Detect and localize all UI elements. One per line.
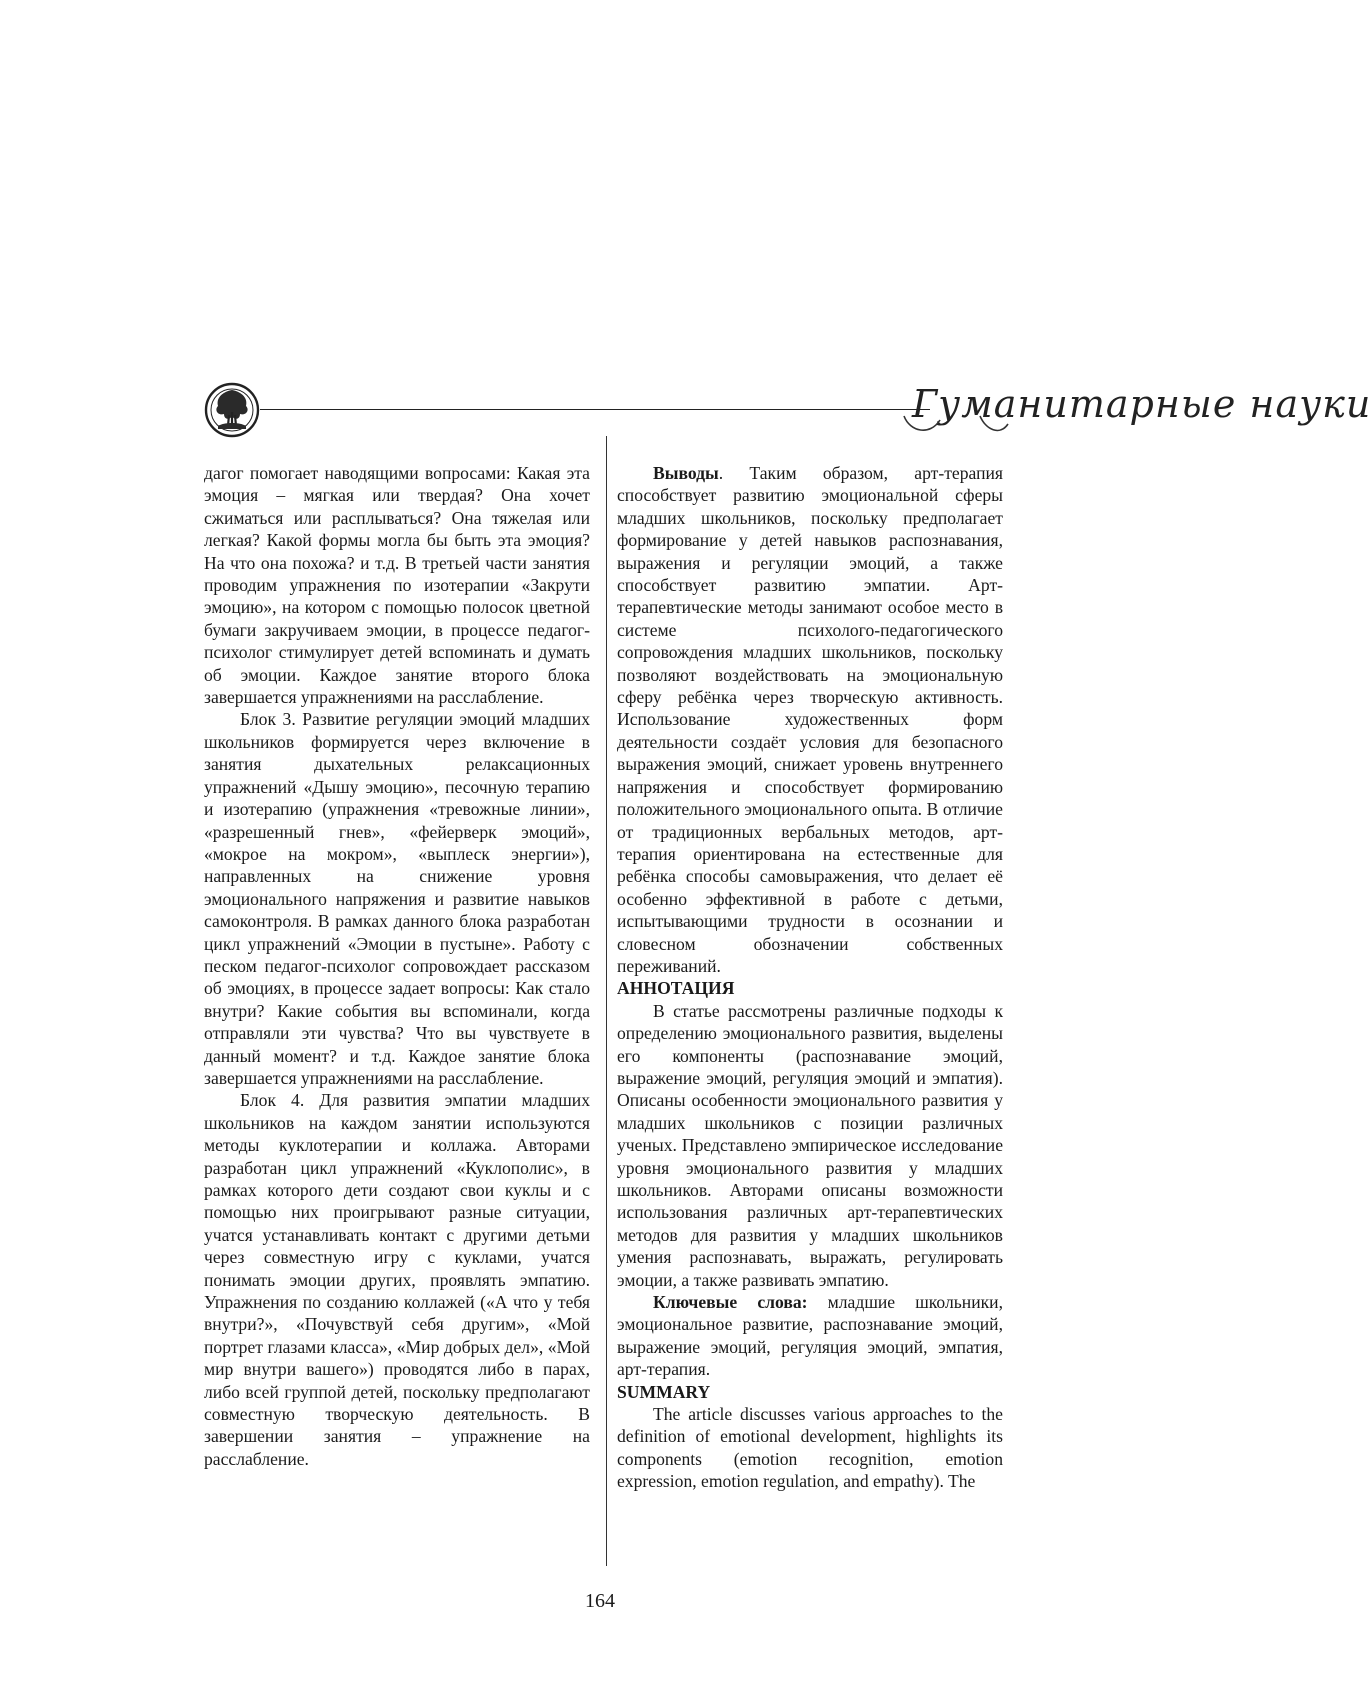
annotation-heading: АННОТАЦИЯ [617,978,735,999]
keywords-label: Ключевые слова: [653,1292,808,1313]
conclusions-label: Выводы [653,463,719,483]
conclusions-paragraph [617,462,1003,977]
summary-heading: SUMMARY [617,1381,711,1402]
keywords-paragraph [617,1291,1003,1381]
header-rule [260,409,930,410]
title-swash-decoration [900,410,1012,440]
keywords-text: младшие школьники, эмоциональное развитие, распознавание эмоций, выражение эмоций, регуляция эмоций, эмпатия, арт-терапия. [617,1292,1003,1380]
paragraph-block2-end: дагог помогает наводящими вопросами: Какая эта эмоция – мягкая или твердая? Она хочет сжиматься или расплываться? Она тяжелая или легкая? Какой формы могла бы быть эта эмоция? На что она похожа? и т.д. В третьей части занятия проводим упражнения по изотерапии «Закрути эмоцию», на котором с помощью полосок цветной бумаги закручиваем эмоции, в процессе педагог-психолог стимулирует детей вспоминать и думать об эмоции. Каждое занятие второго блока завершается упражнениями на расслабление. [204,463,590,708]
annotation-text: В статье рассмотрены различные подходы к определению эмоционального развития, выделены его компоненты (распознавание эмоций, выражение эмоций, регуляция эмоций и эмпатия). Описаны особенности эмоционального развития у младших школьников с позиции различных ученых. Представлено эмпирическое исследование уровня эмоционального развития у младших школьников. Авторами описаны возможности использования различных арт-терапевтических методов для развития у младших школьников умения распознавать, выражать, регулировать эмоции, а также развивать эмпатию. [617,1000,1003,1290]
paragraph-block4: Блок 4. Для развития эмпатии младших школьников на каждом занятии используются методы куклотерапии и коллажа. Авторами разработан цикл упражнений «Куклополис», в рамках которого дети создают свои куклы и с помощью них проигрывают разные ситуации, учатся устанавливать контакт с другими детьми через совместную игру с куклами, учатся понимать эмоции других, проявлять эмпатию. Упражнения по созданию коллажей («А что у тебя внутри?», «Почувствуй себя другим», «Мой портрет глазами класса», «Мир добрых дел», «Мой мир внутри вашего») проводятся либо в парах, либо всей группой детей, поскольку предполагают совместную творческую деятельность. В завершении занятия – упражнение на расслабление. [204,1090,590,1469]
summary-text: The article discusses various approaches to the definition of emotional development, highlights its components (emotion recognition, emotion expression, emotion regulation, and empathy). The [617,1404,1003,1492]
running-header [200,378,1371,448]
paragraph-block3: Блок 3. Развитие регуляции эмоций младших школьников формируется через включение в занятия дыхательных релаксационных упражнений «Дышу эмоцию», песочную терапию и изотерапию (упражнения «тревожные линии», «разрешенный гнев», «фейерверк эмоций», «мокрое на мокром», «выплеск энергии»), направленных на снижение уровня эмоционального напряжения и развитие навыков самоконтроля. В рамках данного блока разработан цикл упражнений «Эмоции в пустыне». Работу с песком педагог-психолог сопровождает рассказом об эмоциях, в процессе задает вопросы: Как стало внутри? Какие события вы вспоминали, когда отправляли эти чувства? Что вы чувствуете в данный момент? и т.д. Каждое занятие блока завершается упражнениями на расслабление. [204,709,590,1088]
section-title: Гуманитарные науки [912,382,1371,426]
tree-emblem-icon [204,382,260,438]
left-column [204,462,590,1470]
right-column [617,462,1003,1493]
conclusions-text: . Таким образом, арт-терапия способствует развитию эмоциональной сферы младших школьников, поскольку предполагает формирование у детей навыков распознавания, выражения и регуляции эмоций, а также способствует развитию эмпатии. Арт-терапевтические методы занимают особое место в системе психолого-педагогического сопровождения младших школьников, поскольку позволяют воздействовать на эмоциональную сферу ребёнка через творческую активность. Использование художественных форм деятельности создаёт условия для безопасного выражения эмоций, снижает уровень внутреннего напряжения и способствует формированию положительного эмоционального опыта. В отличие от традиционных вербальных методов, арт-терапия ориентирована на естественные для ребёнка способы самовыражения, что делает её особенно эффективной в работе с детьми, испытывающими трудности в осознании и словесном обозначении собственных переживаний. [617,463,1003,976]
page-number: 164 [585,1590,615,1612]
column-divider [606,436,607,1566]
